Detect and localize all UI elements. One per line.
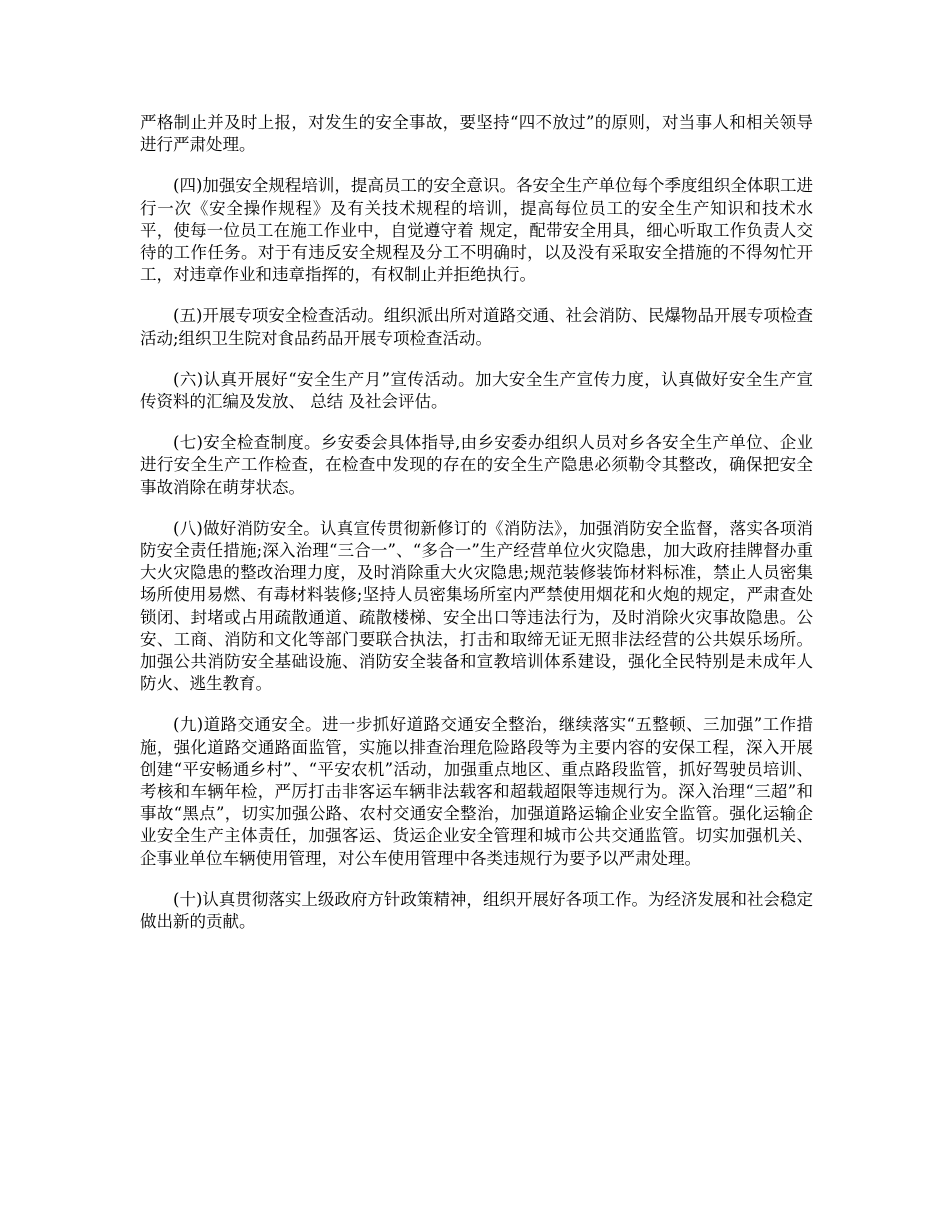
paragraph-item-9: (九)道路交通安全。进一步抓好道路交通安全整治，继续落实“五整顿、三加强”工作措施，强化道路交通路面监管，实施以排查治理危险路段等为主要内容的安保工程，深入开展创建“平安畅通乡村”、“平安农机”活动，加强重点地区、重点路段监管，抓好驾驶员培训、考核和车辆年检，严厉打击非客运车辆非法载客和超载超限等违规行为。深入治理“三超”和事故“黑点”，切实加强公路、农村交通安全整治，加强道路运输企业安全监管。强化运输企业安全生产主体责任，加强客运、货运企业安全管理和城市公共交通监管。切实加强机关、企事业单位车辆使用管理，对公车使用管理中各类违规行为要予以严肃处理。 [140, 715, 813, 868]
paragraph-item-5: (五)开展专项安全检查活动。组织派出所对道路交通、社会消防、民爆物品开展专项检查活动;组织卫生院对食品药品开展专项检查活动。 [140, 306, 813, 348]
paragraph-item-10: (十)认真贯彻落实上级政府方针政策精神，组织开展好各项工作。为经济发展和社会稳定做出新的贡献。 [140, 889, 813, 932]
document-body [140, 112, 813, 952]
paragraph-item-8: (八)做好消防安全。认真宣传贯彻新修订的《消防法》，加强消防安全监督，落实各项消防安全责任措施;深入治理“三合一”、“多合一”生产经营单位火灾隐患，加大政府挂牌督办重大火灾隐患的整改治理力度，及时消除重大火灾隐患;规范装修装饰材料标准，禁止人员密集场所使用易燃、有毒材料装修;坚持人员密集场所室内严禁使用烟花和火炮的规定，严肃查处锁闭、封堵或占用疏散通道、疏散楼梯、安全出口等违法行为，及时消除火灾事故隐患。公安、工商、消防和文化等部门要联合执法，打击和取缔无证无照非法经营的公共娱乐场所。加强公共消防安全基础设施、消防安全装备和宣教培训体系建设，强化全民特别是未成年人防火、逃生教育。 [140, 518, 813, 694]
paragraph-item-7: (七)安全检查制度。乡安委会具体指导,由乡安委办组织人员对乡各安全生产单位、企业进行安全生产工作检查，在检查中发现的存在的安全生产隐患必须勒令其整改，确保把安全事故消除在萌芽状态。 [140, 433, 813, 497]
paragraph-continuation: 严格制止并及时上报，对发生的安全事故，要坚持“四不放过”的原则，对当事人和相关领导进行严肃处理。 [140, 113, 813, 155]
paragraph-item-4: (四)加强安全规程培训，提高员工的安全意识。各安全生产单位每个季度组织全体职工进行一次《安全操作规程》及有关技术规程的培训，提高每位员工的安全生产知识和技术水平，使每一位员工在施工作业中，自觉遵守着 规定，配带安全用具，细心听取工作负责人交待的工作任务。对于有违反安全规程及分工不明确时，以及没有采取安全措施的不得匆忙开工，对违章作业和违章指挥的，有权制止并拒绝执行。 [140, 176, 813, 285]
paragraph-item-6: (六)认真开展好“安全生产月”宣传活动。加大安全生产宣传力度，认真做好安全生产宣传资料的汇编及发放、 总结 及社会评估。 [140, 369, 813, 412]
